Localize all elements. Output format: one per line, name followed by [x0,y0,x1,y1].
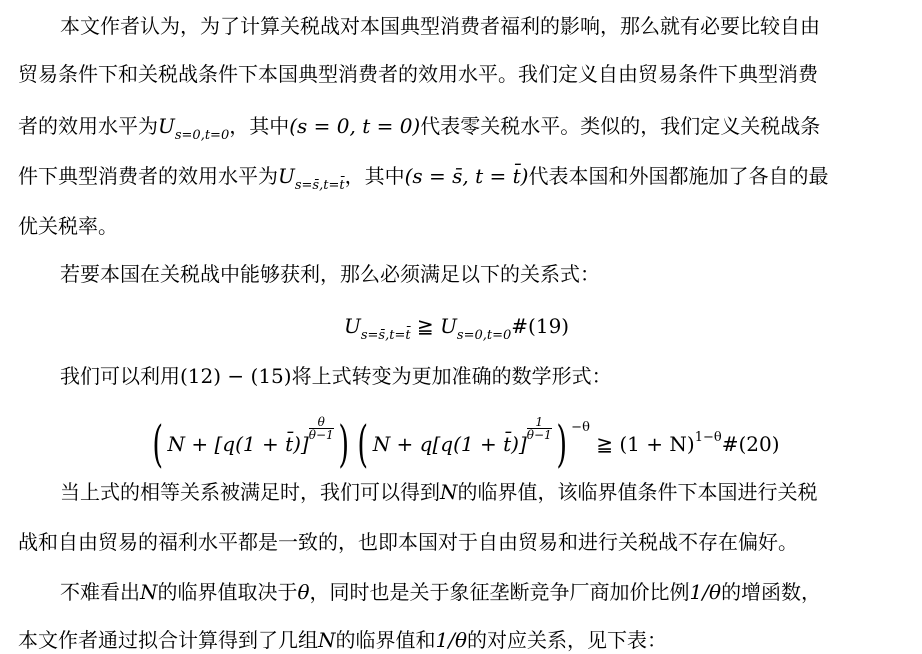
eq20-right-paren-1: ) [338,415,349,473]
eq20-left-paren-2: ( [357,415,369,473]
text-run: ，其中 [344,164,405,188]
eq19-U-left: U [344,314,361,338]
eq19-sub-left: s=s̄,t=t̄ [360,328,411,343]
ratio-symbol: 1/θ [435,628,468,652]
paragraph-1-line-4 [18,162,828,200]
eq20-exponent-1 [309,416,334,441]
N-symbol: N [140,580,158,604]
text-run: 代表本国和外国都施加了各自的最 [528,164,829,188]
text-run: ，其中 [229,114,290,138]
eq20-part-1: N + [q(1 + t̄)] [167,432,309,456]
N-symbol: N [440,480,458,504]
text-run: 的临界值，该临界值条件下本国进行关税 [457,480,818,504]
eq20-rhs-exponent: 1−θ [694,430,722,445]
math-inline: (s = s̄, t = t̄) [404,164,529,188]
eq20-tag: #(20) [721,432,780,456]
eq20-part-2: N + q[q(1 + t̄)] [372,432,527,456]
utility-subscript: s=s̄,t=t̄ [294,178,345,193]
text-run: 不难看出 [60,580,140,604]
eq19-sub-right: s=0,t=0 [456,328,512,343]
utility-symbol: U [278,164,295,188]
eq19-tag: #(19) [511,314,570,338]
paragraph-5-line-1 [60,578,821,606]
text-run: 的对应关系，见下表： [467,628,668,652]
paragraph-1-line-2: 贸易条件下和关税战条件下本国典型消费者的效用水平。我们定义自由贸易条件下典型消费 [18,62,818,86]
text-run: 的临界值取决于 [157,580,298,604]
paragraph-1-line-3 [18,112,820,150]
text-run: 本文作者通过拟合计算得到了几组 [18,628,318,652]
eq19-U-right: U [440,314,457,338]
eq20-exp2-denominator: θ−1 [526,428,552,442]
text-run: 当上式的相等关系被满足时，我们可以得到 [60,480,440,504]
eq19-relation: ≧ [410,314,441,338]
text-run: 的增函数， [721,580,822,604]
equation-19 [344,312,569,350]
N-symbol: N [318,628,336,652]
theta-symbol: θ [297,580,310,604]
paragraph-1-line-1: 本文作者认为，为了计算关税战对本国典型消费者福利的影响，那么就有必要比较自由 [60,14,820,38]
text-run: 的临界值和 [335,628,436,652]
eq20-exponent-2 [527,416,552,441]
paragraph-4-line-2: 战和自由贸易的福利水平都是一致的，也即本国对于自由贸易和进行关税战不存在偏好。 [18,530,798,554]
paragraph-1-line-5: 优关税率。 [18,214,118,238]
math-inline: (s = 0, t = 0) [289,114,421,138]
eq20-exp1-denominator: θ−1 [308,428,334,442]
paragraph-4-line-1 [60,478,818,506]
utility-symbol: U [158,114,175,138]
eq20-exp2-numerator: 1 [535,415,544,429]
paragraph-3-line-1: 我们可以利用(12) − (15)将上式转变为更加准确的数学形式： [60,364,612,388]
text-run: 者的效用水平为 [18,114,158,138]
ratio-symbol: 1/θ [689,580,722,604]
text-run: 代表零关税水平。类似的，我们定义关税战条 [420,114,821,138]
text-run: 件下典型消费者的效用水平为 [18,164,278,188]
eq20-exp1-numerator: θ [317,415,325,429]
text-run: ，同时也是关于象征垄断竞争厂商加价比例 [309,580,690,604]
eq20-rhs: ≧ (1 + N) [589,432,695,456]
eq20-right-paren-2: ) [556,415,567,473]
eq20-outer-exponent: −θ [571,420,590,435]
paragraph-2-line-1: 若要本国在关税战中能够获利，那么必须满足以下的关系式： [60,262,600,286]
equation-20 [148,414,780,473]
paragraph-5-line-2 [18,626,667,654]
utility-subscript: s=0,t=0 [174,128,230,143]
eq20-left-paren-1: ( [152,415,164,473]
